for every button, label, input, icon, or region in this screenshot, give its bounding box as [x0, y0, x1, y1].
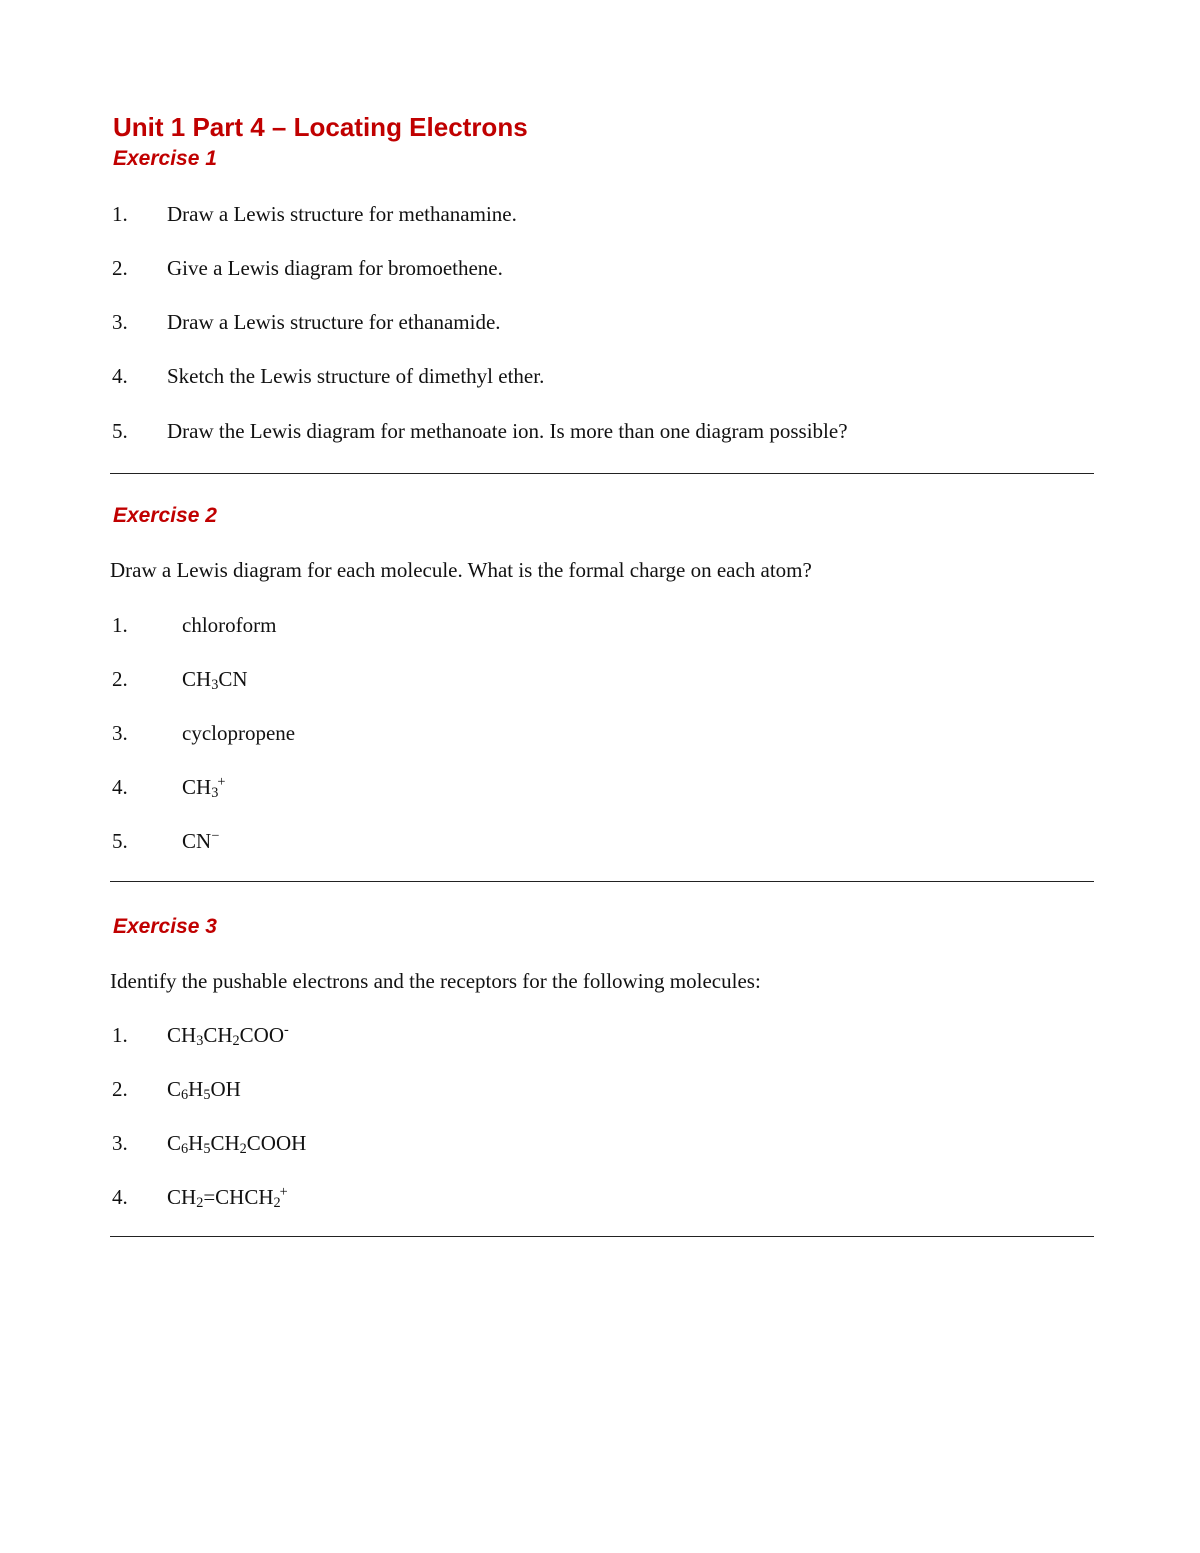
item-formula: $C_6H_5OH$: [167, 1077, 241, 1104]
item-number: 3.: [112, 310, 128, 334]
item-formula: $CH_3CH_2COO^-$: [167, 1022, 289, 1050]
section-divider: [110, 881, 1094, 882]
item-number: 1.: [112, 202, 128, 226]
item-number: 4.: [112, 775, 128, 799]
item-formula: $CH_3^+$: [182, 774, 226, 802]
item-number: 4.: [112, 1185, 128, 1209]
intro-text: Draw a Lewis diagram for each molecule. What is the formal charge on each atom?: [110, 558, 812, 582]
item-text: Draw the Lewis diagram for methanoate ion. Is more than one diagram possible?: [167, 419, 848, 443]
item-number: 1.: [112, 613, 128, 637]
section-divider: [110, 473, 1094, 474]
item-number: 5.: [112, 829, 128, 853]
exercise-2-heading: Exercise 2: [113, 504, 217, 527]
item-text: Draw a Lewis structure for ethanamide.: [167, 310, 501, 334]
item-text: Draw a Lewis structure for methanamine.: [167, 202, 517, 226]
exercise-1-heading: Exercise 1: [113, 147, 217, 170]
page-title: Unit 1 Part 4 – Locating Electrons: [113, 112, 528, 142]
item-number: 2.: [112, 667, 128, 691]
item-formula: $C_6H_5CH_2COOH$: [167, 1131, 307, 1158]
section-divider: [110, 1236, 1094, 1237]
item-number: 2.: [112, 1077, 128, 1101]
item-number: 3.: [112, 1131, 128, 1155]
item-formula: CN−: [182, 828, 220, 853]
item-number: 5.: [112, 419, 128, 443]
item-number: 2.: [112, 256, 128, 280]
item-formula: $CH_2=CHCH_2^+$: [167, 1184, 288, 1212]
item-number: 3.: [112, 721, 128, 745]
item-number: 4.: [112, 364, 128, 388]
intro-text: Identify the pushable electrons and the receptors for the following molecules:: [110, 969, 761, 993]
item-formula: cyclopropene: [182, 721, 296, 745]
item-text: Give a Lewis diagram for bromoethene.: [167, 256, 503, 280]
item-formula: $CH_3CN$: [182, 667, 248, 694]
item-number: 1.: [112, 1023, 128, 1047]
item-text: Sketch the Lewis structure of dimethyl ether.: [167, 364, 545, 388]
exercise-3-heading: Exercise 3: [113, 915, 217, 938]
item-formula: chloroform: [182, 613, 277, 637]
